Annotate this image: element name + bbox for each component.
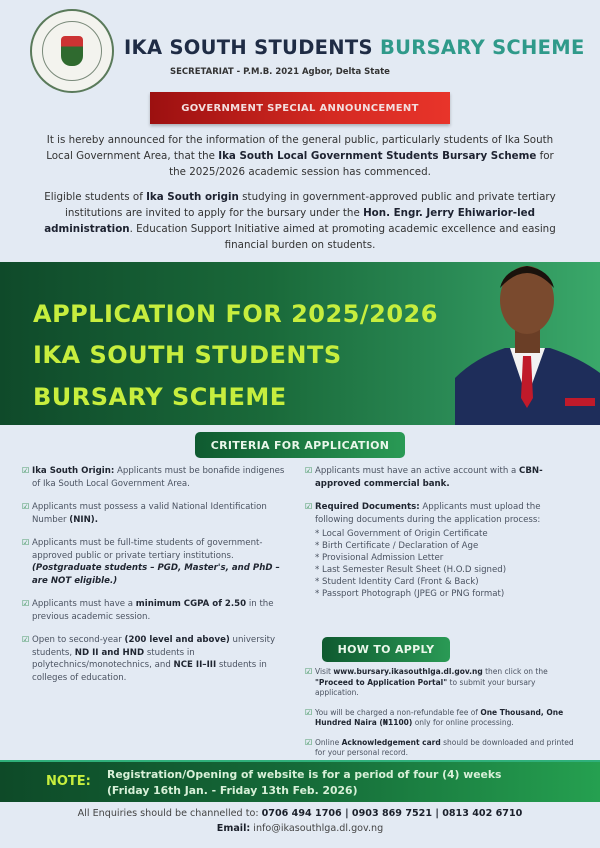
check-icon: ☑ (305, 502, 313, 511)
contact-footer: All Enquiries should be channelled to: 0706 494 1706 | 0903 869 7521 | 0813 402 6710 Email: info@ikasouthlga.dl.gov.ng (77, 808, 523, 834)
council-seal-logo (30, 9, 114, 93)
how-to-apply-heading: HOW TO APPLY (322, 637, 450, 662)
criteria-item: ☑ Open to second-year (200 level and above) university students, ND II and HND students in polytechnics/monotechnics, and NCE II–III students in colleges of education. (22, 635, 276, 683)
secretariat-address: SECRETARIAT - P.M.B. 2021 Agbor, Delta State (170, 67, 390, 77)
criteria-item: ☑ Applicants must possess a valid National Identification Number (NIN). (22, 502, 267, 525)
check-icon: ☑ (22, 538, 30, 547)
coat-of-arms-icon (61, 36, 83, 66)
phone-numbers: 0706 494 1706 | 0903 869 7521 | 0813 402 6710 (261, 808, 523, 819)
document-item: * Passport Photograph (JPEG or PNG format) (315, 589, 505, 599)
criteria-item: ☑ Applicants must be full-time students of government-approved public or private tertiary institutions. (Postgraduate students – PGD, Master's, and PhD – are NOT eligible.) (22, 538, 280, 586)
note-band (0, 760, 600, 802)
document-item: * Local Government of Origin Certificate (315, 529, 488, 539)
criteria-left-column (22, 465, 290, 695)
criteria-item: ☑ Required Documents: Applicants must upload the following documents during the application process: (305, 502, 541, 525)
apply-step: ☑ You will be charged a non-refundable fee of One Thousand, One Hundred Naira (₦1100) only for online processing. (305, 707, 564, 727)
email-address[interactable]: info@ikasouthlga.dl.gov.ng (250, 823, 384, 834)
check-icon: ☑ (305, 667, 313, 676)
apply-step: ☑ Visit www.bursary.ikasouthlga.dl.gov.ng then click on the "Proceed to Application Portal" to submit your bursary application. (305, 667, 548, 697)
chairman-portrait (455, 248, 600, 425)
check-icon: ☑ (22, 466, 30, 475)
intro-paragraph-1: It is hereby announced for the information of the general public, particularly students of Ika South Local Government Area, that the Ika South Local Government Students Bursary Scheme for the 2025/2026 academic session has commenced. (46, 134, 554, 178)
intro-paragraph-2: Eligible students of Ika South origin studying in government-approved public and private tertiary institutions are invited to apply for the bursary under the Hon. Engr. Jerry Ehiwarior-led administration. Education Support Initiative aimed at promoting academic excellence and easing financial burden on students. (44, 191, 556, 251)
document-item: * Last Semester Result Sheet (H.O.D signed) (315, 565, 507, 575)
check-icon: ☑ (22, 502, 30, 511)
portal-link[interactable]: www.bursary.ikasouthlga.dl.gov.ng (333, 667, 483, 676)
criteria-item: ☑ Applicants must have a minimum CGPA of 2.50 in the previous academic session. (22, 599, 274, 622)
criteria-item: ☑ Applicants must have an active account with a CBN-approved commercial bank. (305, 466, 543, 489)
check-icon: ☑ (305, 707, 313, 717)
document-item: * Birth Certificate / Declaration of Age (315, 541, 479, 551)
note-text: Registration/Opening of website is for a period of four (4) weeks (Friday 16th Jan. - Friday 13th Feb. 2026) (107, 768, 502, 797)
how-to-apply-steps (305, 667, 580, 768)
apply-step: ☑ Online Acknowledgement card should be downloaded and printed for your personal record. (305, 737, 574, 757)
document-item: * Provisional Admission Letter (315, 553, 444, 563)
title-part1: IKA SOUTH STUDENTS (124, 36, 373, 59)
hero-line-2: IKA SOUTH STUDENTS (33, 341, 342, 369)
criteria-item: ☑ Ika South Origin: Applicants must be bonafide indigenes of Ika South Local Government Area. (22, 466, 285, 489)
document-list (305, 528, 580, 600)
criteria-heading: CRITERIA FOR APPLICATION (195, 432, 405, 458)
scheme-title (124, 36, 585, 59)
check-icon: ☑ (305, 466, 313, 475)
check-icon: ☑ (305, 737, 313, 747)
title-part2: BURSARY SCHEME (379, 36, 585, 59)
check-icon: ☑ (22, 599, 30, 608)
check-icon: ☑ (22, 635, 30, 644)
hero-line-1: APPLICATION FOR 2025/2026 (33, 300, 438, 328)
note-label: NOTE: (46, 774, 91, 789)
criteria-right-column (305, 465, 580, 600)
announcement-banner: GOVERNMENT SPECIAL ANNOUNCEMENT (150, 92, 450, 124)
document-item: * Student Identity Card (Front & Back) (315, 577, 479, 587)
hero-line-3: BURSARY SCHEME (33, 383, 287, 411)
